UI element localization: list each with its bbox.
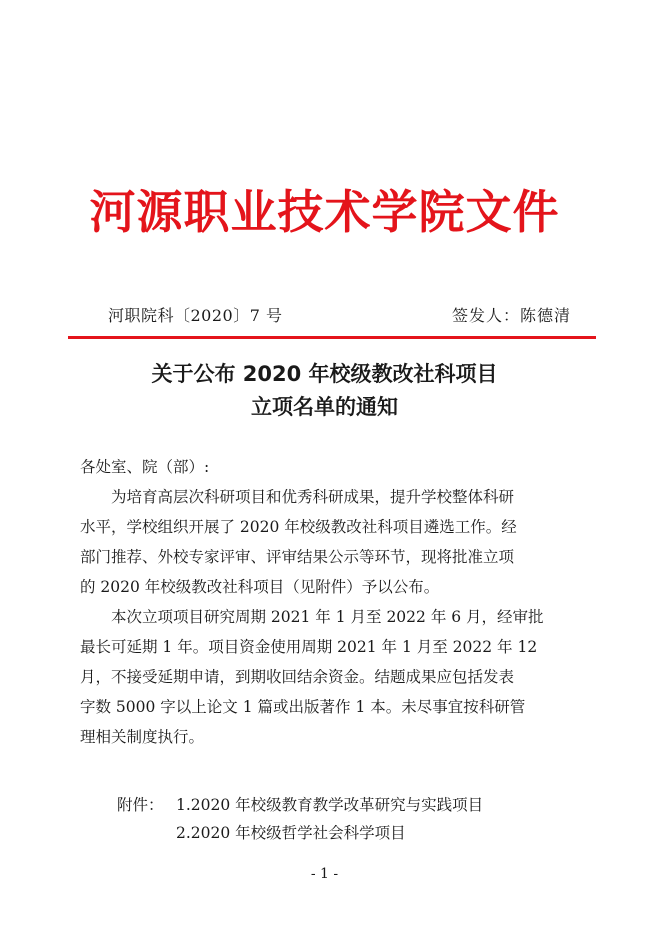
- document-header-title: 河源职业技术学院文件: [89, 185, 560, 239]
- page-number: - 1 -: [310, 866, 339, 882]
- paragraph-1: [80, 482, 588, 602]
- paragraph-1-line: 部门推荐、外校专家评审、评审结果公示等环节，现将批准立项: [80, 548, 515, 566]
- paragraph-2-line: 最长可延期 1 年。项目资金使用周期 2021 年 1 月至 2022 年 12: [80, 638, 538, 656]
- paragraph-2: [80, 602, 588, 752]
- paragraph-1-line: 的 2020 年校级教改社科项目（见附件）予以公布。: [80, 578, 440, 596]
- red-divider-rule: [68, 336, 596, 339]
- attachments-label: 附件：: [117, 796, 164, 814]
- attachment-item: 2.2020 年校级哲学社会科学项目: [176, 824, 406, 842]
- paragraph-1-line: 为培育高层次科研项目和优秀科研成果，提升学校整体科研: [80, 488, 515, 506]
- attachment-item: 1.2020 年校级教育教学改革研究与实践项目: [176, 796, 484, 814]
- document-number: 河职院科〔2020〕7 号: [108, 306, 283, 325]
- notice-title-line-2: 立项名单的通知: [251, 395, 398, 419]
- paragraph-2-line: 理相关制度执行。: [80, 728, 205, 746]
- paragraph-1-line: 水平，学校组织开展了 2020 年校级教改社科项目遴选工作。经: [80, 518, 517, 536]
- issuer-signature: 签发人：陈德清: [451, 306, 571, 325]
- paragraph-2-line: 月，不接受延期申请，到期收回结余资金。结题成果应包括发表: [80, 668, 515, 686]
- salutation: 各处室、院（部）:: [80, 458, 210, 476]
- paragraph-2-line: 字数 5000 字以上论文 1 篇或出版著作 1 本。未尽事宜按科研管: [80, 698, 526, 716]
- paragraph-2-line: 本次立项项目研究周期 2021 年 1 月至 2022 年 6 月，经审批: [80, 608, 544, 626]
- notice-title-line-1: 关于公布 2020 年校级教改社科项目: [151, 362, 498, 386]
